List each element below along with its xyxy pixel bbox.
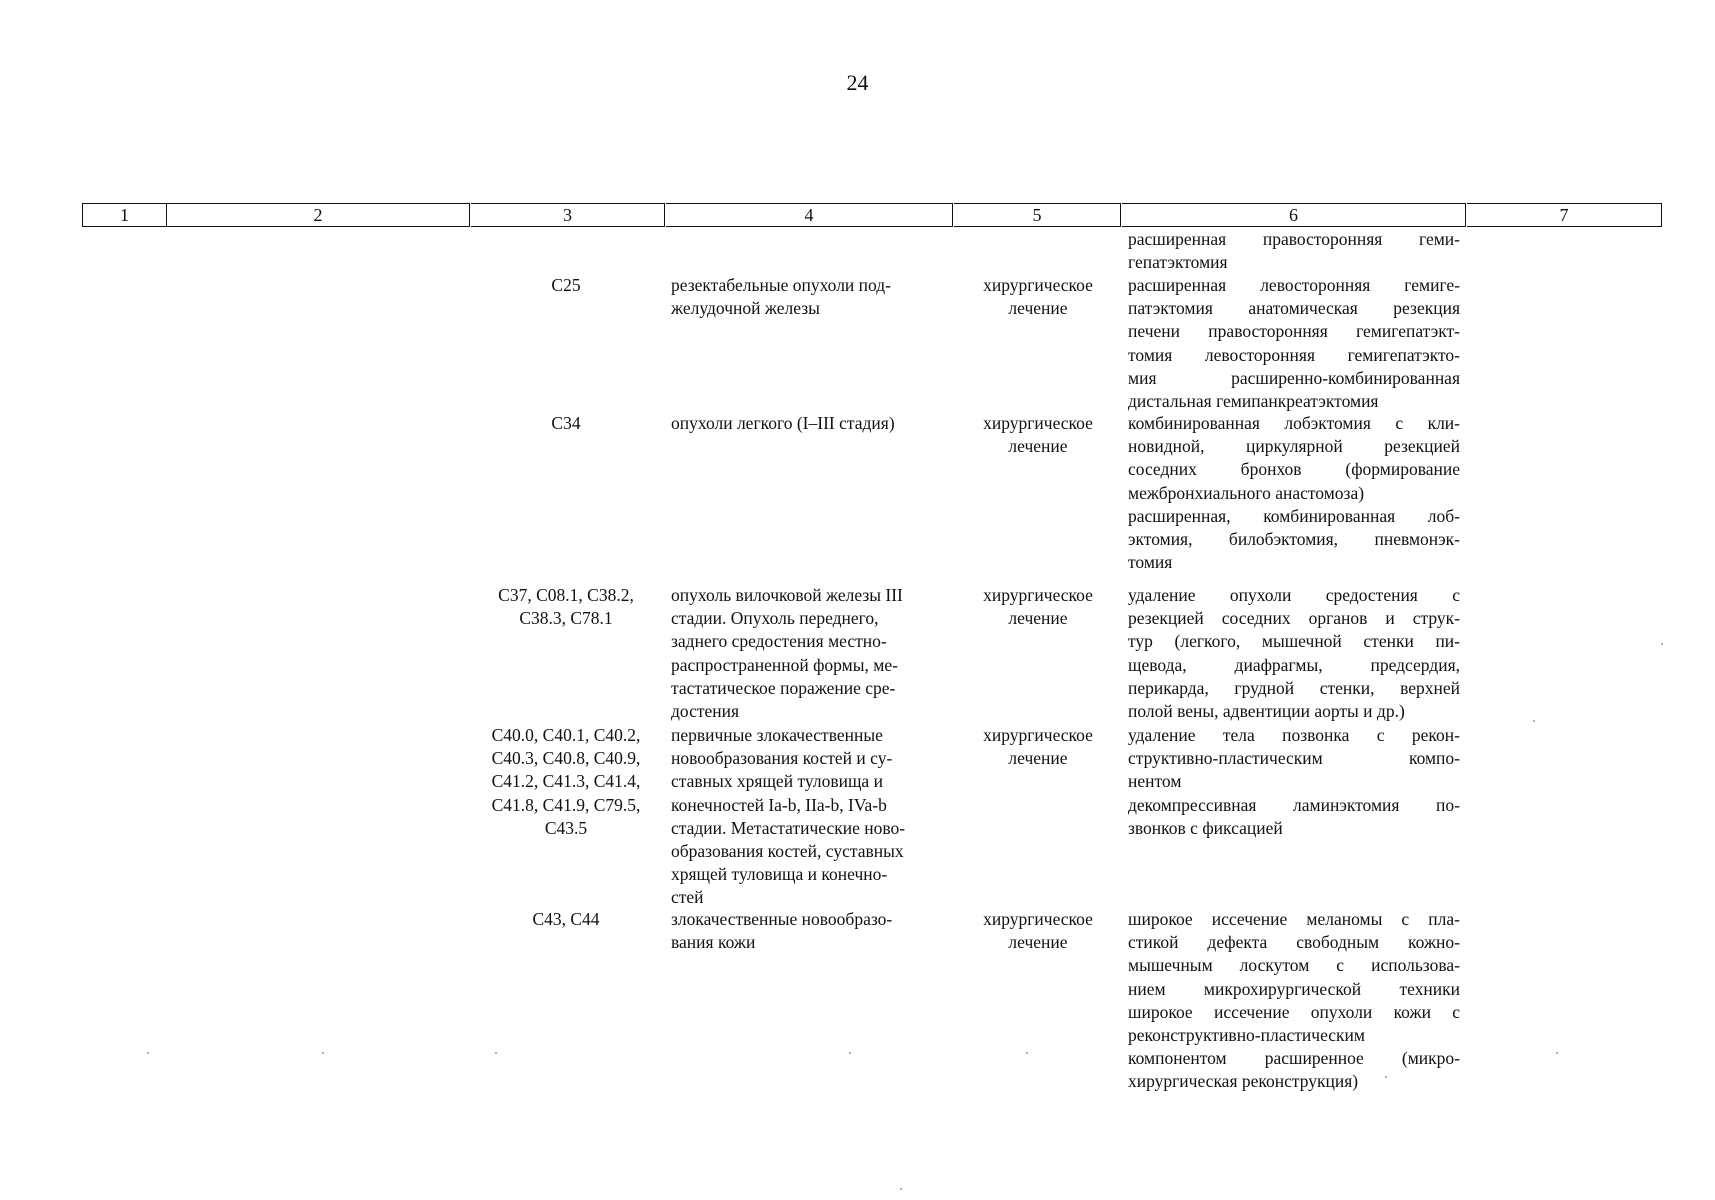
cell-line: тур (легкого, мышечной стенки пи- [1128,631,1460,652]
cell-line: хирургическое [983,275,1093,295]
cell-line: эктомия, билобэктомия, пневмонэк- [1128,529,1460,550]
cell-line: конечностей Ia-b, IIa-b, IVa-b [671,794,887,815]
condition-cell [671,412,949,435]
cell-line: хрящей туловища и конечно- [671,864,888,885]
cell-line: новидной, циркулярной резекцией [1128,436,1460,457]
cell-line: расширенная правосторонняя геми- [1128,229,1460,249]
treatment-cell [960,274,1116,320]
column-header-4: 4 [666,203,953,227]
cell-line: томия левосторонняя гемигепатэкто- [1128,344,1460,365]
cell-line: хирургическая реконструкция) [1128,1071,1359,1092]
cell-line: хирургическое [983,413,1093,433]
cell-line: полой вены, адвентиции аорты и др.) [1128,701,1405,722]
procedures-cell [1128,228,1460,274]
cell-line: достения [671,701,740,722]
cell-line: томия [1128,552,1173,573]
table-column-header-row [82,203,1663,227]
cell-line: дистальная гемипанкреатэктомия [1128,391,1379,412]
cell-line: C38.3, C78.1 [519,608,613,629]
cell-line: хирургическое [983,909,1093,929]
condition-cell [671,274,949,320]
column-header-2: 2 [167,203,470,227]
cell-line: стадии. Опухоль переднего, [671,608,879,629]
cell-line: декомпрессивная ламинэктомия по- [1128,794,1460,815]
cell-line: C43.5 [544,817,588,838]
condition-cell [671,584,949,723]
cell-line: C41.2, C41.3, C41.4, [491,771,641,792]
condition-cell [671,724,949,910]
cell-line: злокачественные новообразо- [671,909,893,929]
procedures-cell [1128,412,1460,574]
cell-line: стадии. Метастатические ново- [671,817,906,838]
scan-speck [322,1052,324,1054]
cell-line: распространенной формы, ме- [671,654,898,675]
cell-line: образования костей, суставных [671,841,904,862]
cell-line: удаление опухоли средостения с [1128,585,1460,605]
cell-line: звонков с фиксацией [1128,817,1283,838]
cell-line: нием микрохирургической техники [1128,978,1460,999]
procedures-cell [1128,584,1460,723]
cell-line: перикарда, грудной стенки, верхней [1128,677,1460,698]
cell-line: лечение [1008,436,1068,457]
cell-line: соседних бронхов (формирование [1128,459,1460,480]
cell-line: опухоль вилочковой железы III [671,585,903,605]
cell-line: желудочной железы [671,298,820,319]
cell-line: резектабельные опухоли под- [671,275,892,295]
scan-speck [1556,1052,1558,1054]
cell-line: щевода, диафрагмы, предсердия, [1128,654,1460,675]
condition-cell [671,908,949,954]
procedures-cell [1128,908,1460,1094]
cell-line: расширенная, комбинированная лоб- [1128,505,1460,526]
column-header-6: 6 [1122,203,1466,227]
cell-line: C25 [551,275,581,295]
cell-line: первичные злокачественные [671,725,883,745]
treatment-cell [960,584,1116,630]
cell-line: лечение [1008,298,1068,319]
cell-line: гепатэктомия [1128,252,1228,273]
scan-speck [147,1052,149,1054]
cell-line: C41.8, C41.9, C79.5, [491,794,641,815]
cell-line: C34 [551,413,581,433]
cell-line: заднего средостения местно- [671,631,887,652]
cell-line: нентом [1128,771,1182,792]
treatment-cell [960,908,1116,954]
cell-line: комбинированная лобэктомия с кли- [1128,413,1460,433]
cell-line: широкое иссечение меланомы с пла- [1128,909,1460,929]
cell-line: опухоли легкого (I–III стадия) [671,413,895,433]
cell-line: C40.3, C40.8, C40.9, [491,748,641,769]
cell-line: C40.0, C40.1, C40.2, [491,725,641,745]
cell-line: хирургическое [983,725,1093,745]
column-header-7: 7 [1467,203,1662,227]
cell-line: мия расширенно-комбинированная [1128,367,1460,388]
scan-speck [1661,643,1663,645]
cell-line: C43, C44 [532,909,600,929]
codes-cell [468,724,664,840]
scan-speck [1026,1052,1028,1054]
cell-line: расширенная левосторонняя гемиге- [1128,275,1460,295]
cell-line: мышечным лоскутом с использова- [1128,955,1460,976]
treatment-cell [960,724,1116,770]
scan-speck [1385,1076,1387,1078]
cell-line: тастатическое поражение сре- [671,677,896,698]
cell-line: компонентом расширенное (микро- [1128,1048,1460,1069]
cell-line: вания кожи [671,932,756,953]
codes-cell [468,908,664,931]
column-header-1: 1 [82,203,167,227]
page-number: 24 [846,70,869,95]
cell-line: ставных хрящей туловища и [671,771,883,792]
cell-line: новообразования костей и су- [671,748,893,769]
column-header-5: 5 [954,203,1121,227]
cell-line: печени правосторонняя гемигепатэкт- [1128,321,1460,342]
cell-line: лечение [1008,608,1068,629]
treatment-cell [960,412,1116,458]
cell-line: широкое иссечение опухоли кожи с [1128,1001,1460,1022]
cell-line: лечение [1008,748,1068,769]
cell-line: хирургическое [983,585,1093,605]
scan-speck [900,1188,902,1190]
cell-line: стикой дефекта свободным кожно- [1128,932,1460,953]
codes-cell [468,274,664,297]
cell-line: структивно-пластическим компо- [1128,748,1460,769]
scan-speck [1533,720,1535,722]
cell-line: удаление тела позвонка с рекон- [1128,725,1460,745]
codes-cell [468,412,664,435]
procedures-cell [1128,274,1460,413]
cell-line: межбронхиального анастомоза) [1128,482,1365,503]
cell-line: реконструктивно-пластическим [1128,1025,1365,1046]
cell-line: резекцией соседних органов и струк- [1128,608,1460,629]
codes-cell [468,584,664,630]
scan-speck [495,1052,497,1054]
cell-line: стей [671,887,704,908]
cell-line: C37, C08.1, C38.2, [498,585,634,605]
cell-line: лечение [1008,932,1068,953]
column-header-3: 3 [471,203,665,227]
scan-speck [849,1052,851,1054]
procedures-cell [1128,724,1460,840]
cell-line: патэктомия анатомическая резекция [1128,298,1460,319]
